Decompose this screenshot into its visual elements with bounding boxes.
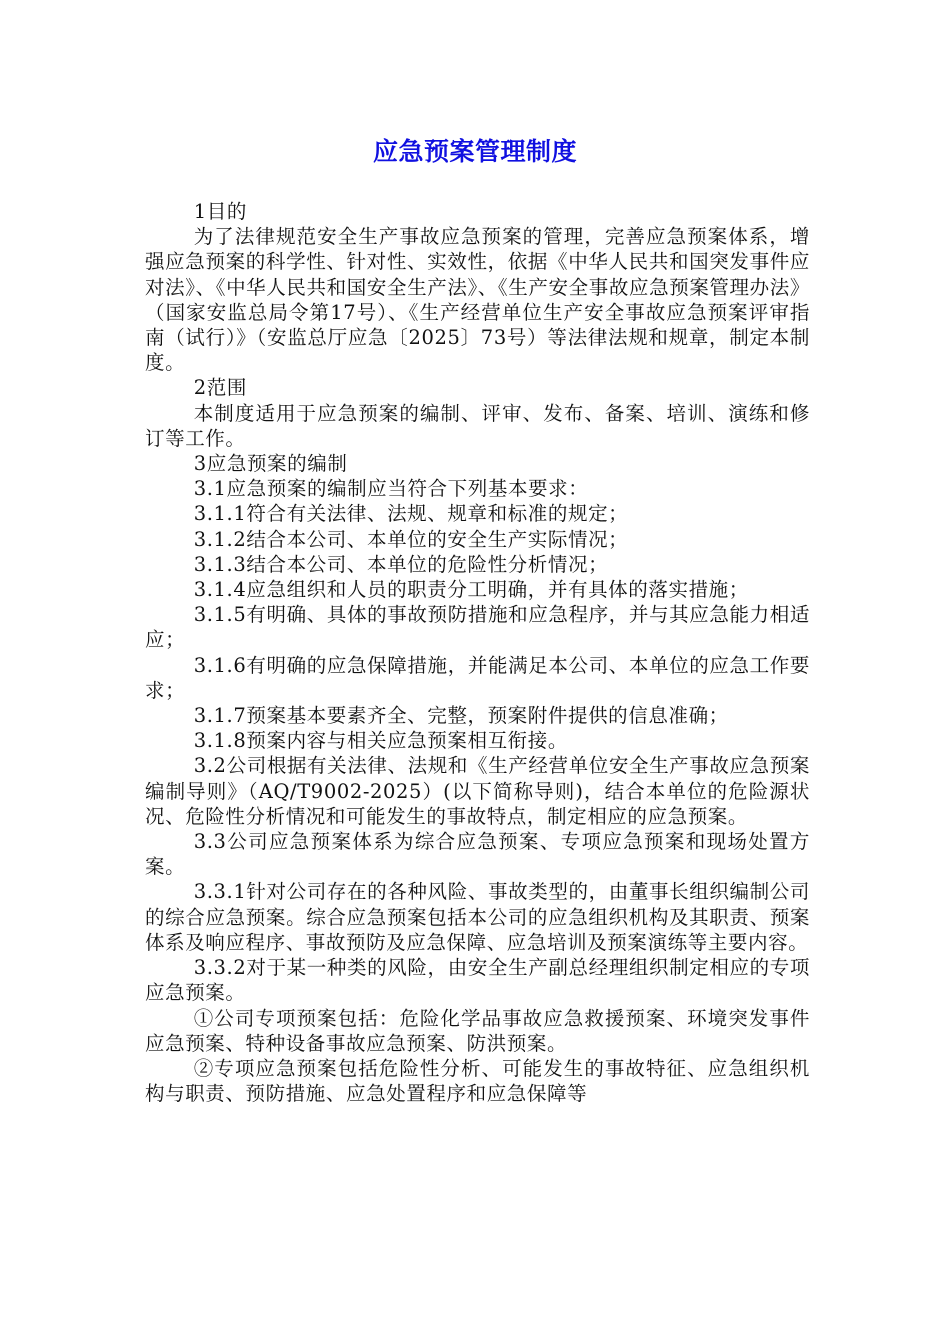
paragraph-purpose: 为了法律规范安全生产事故应急预案的管理，完善应急预案体系，增强应急预案的科学性、针对性、实效性，依据《中华人民共和国突发事件应对法》、《中华人民共和国安全生产法》、《生产安全事故应急预案管理办法》（国家安监总局令第17号）、《生产经营单位生产安全事故应急预案评审指南（试行）》（安监总厅应急〔2025〕73号）等法律法规和规章，制定本制度。 bbox=[145, 225, 810, 375]
clause-3-1-4: 3.1.4应急组织和人员的职责分工明确，并有具体的落实措施； bbox=[193, 578, 749, 602]
list-item-2: ②专项应急预案包括危险性分析、可能发生的事故特征、应急组织机构与职责、预防措施、应急处置程序和应急保障等 bbox=[145, 1056, 810, 1106]
paragraph-scope: 本制度适用于应急预案的编制、评审、发布、备案、培训、演练和修订等工作。 bbox=[145, 401, 810, 450]
clause-3-1-7: 3.1.7预案基本要素齐全、完整，预案附件提供的信息准确； bbox=[193, 704, 729, 728]
clause-3-1: 3.1应急预案的编制应当符合下列基本要求： bbox=[193, 477, 589, 501]
clause-3-1-2: 3.1.2结合本公司、本单位的安全生产实际情况； bbox=[193, 527, 629, 551]
clause-3-1-1: 3.1.1符合有关法律、法规、规章和标准的规定； bbox=[193, 502, 629, 526]
clause-3-1-3: 3.1.3结合本公司、本单位的危险性分析情况； bbox=[193, 552, 609, 576]
document-body bbox=[145, 199, 810, 1106]
section-heading-compilation: 3应急预案的编制 bbox=[193, 452, 348, 476]
clause-3-1-8: 3.1.8预案内容与相关应急预案相互衔接。 bbox=[193, 729, 568, 753]
clause-3-3-1: 3.3.1针对公司存在的各种风险、事故类型的，由董事长组织编制公司的综合应急预案。综合应急预案包括本公司的应急组织机构及其职责、预案体系及响应程序、事故预防及应急保障、应急培训及预案演练等主要内容。 bbox=[145, 880, 810, 954]
section-heading-scope: 2范围 bbox=[193, 376, 247, 400]
document-title: 应急预案管理制度 bbox=[372, 137, 577, 166]
list-item-1: ①公司专项预案包括：危险化学品事故应急救援预案、环境突发事件应急预案、特种设备事故应急预案、防洪预案。 bbox=[145, 1006, 810, 1055]
section-heading-purpose: 1目的 bbox=[193, 200, 247, 223]
clause-3-1-5: 3.1.5有明确、具体的事故预防措施和应急程序，并与其应急能力相适应； bbox=[145, 603, 810, 652]
clause-3-1-6: 3.1.6有明确的应急保障措施，并能满足本公司、本单位的应急工作要求； bbox=[145, 653, 810, 702]
clause-3-3: 3.3公司应急预案体系为综合应急预案、专项应急预案和现场处置方案。 bbox=[145, 830, 810, 879]
clause-3-3-2: 3.3.2对于某一种类的风险，由安全生产副总经理组织制定相应的专项应急预案。 bbox=[145, 956, 810, 1005]
clause-3-2: 3.2公司根据有关法律、法规和《生产经营单位安全生产事故应急预案编制导则》（AQ/T9002-2025）(以下简称导则)，结合本单位的危险源状况、危险性分析情况和可能发生的事故特点，制定相应的应急预案。 bbox=[145, 754, 810, 828]
